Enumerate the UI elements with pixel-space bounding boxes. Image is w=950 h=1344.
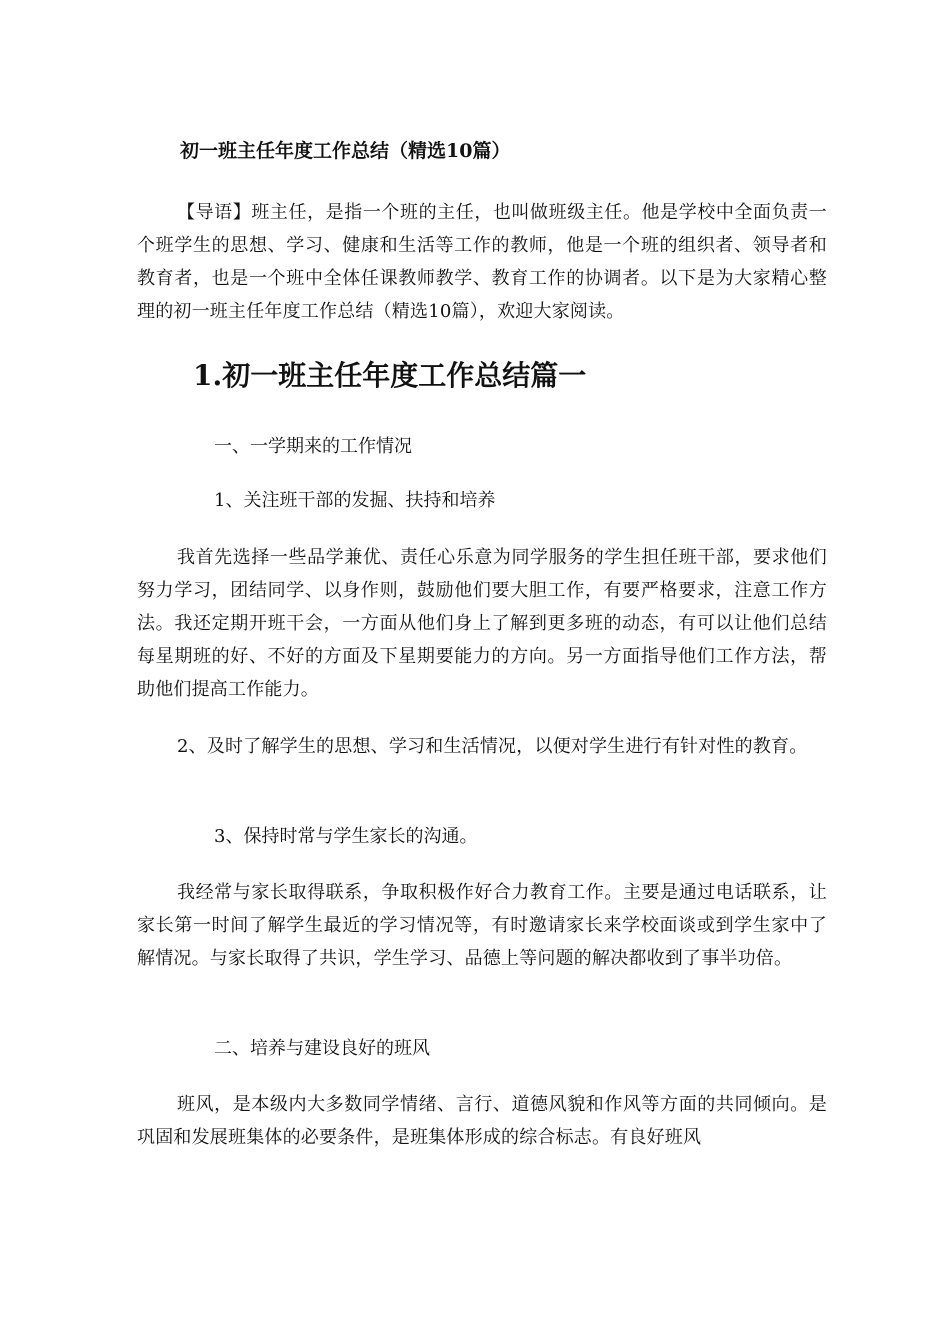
item1-paragraph: 我首先选择一些品学兼优、责任心乐意为同学服务的学生担任班干部，要求他们努力学习，团结同学、以身作则，鼓励他们要大胆工作，有要严格要求，注意工作方法。我还定期开班干会，一方面从他们身上了解到更多班的动态，有可以让他们总结每星期班的好、不好的方面及下星期要能力的方向。另一方面指导他们工作方法，帮助他们提高工作能力。 <box>137 547 827 700</box>
section-heading: 1.初一班主任年度工作总结篇一 <box>193 359 587 392</box>
intro-paragraph: 【导语】班主任，是指一个班的主任，也叫做班级主任。他是学校中全面负责一个班学生的思想、学习、健康和生活等工作的教师，他是一个班的组织者、领导者和教育者，也是一个班中全体任课教师教学、教育工作的协调者。以下是为大家精心整理的初一班主任年度工作总结（精选10篇），欢迎大家阅读。 <box>137 202 827 322</box>
part2-paragraph: 班风，是本级内大多数同学情绪、言行、道德风貌和作风等方面的共同倾向。是巩固和发展班集体的必要条件，是班集体形成的综合标志。有良好班风 <box>137 1094 827 1148</box>
item2-paragraph: 2、及时了解学生的思想、学习和生活情况，以便对学生进行有针对性的教育。 <box>177 736 808 757</box>
item3-title: 3、保持时常与学生家长的沟通。 <box>214 826 478 847</box>
document-title: 初一班主任年度工作总结（精选10篇） <box>180 140 511 162</box>
item1-title: 1、关注班干部的发掘、扶持和培养 <box>214 490 496 511</box>
part2-title: 二、培养与建设良好的班风 <box>214 1038 430 1059</box>
part1-title: 一、一学期来的工作情况 <box>214 436 412 457</box>
item3-paragraph: 我经常与家长取得联系，争取积极作好合力教育工作。主要是通过电话联系，让家长第一时间了解学生最近的学习情况等，有时邀请家长来学校面谈或到学生家中了解情况。与家长取得了共识，学生学习、品德上等问题的解决都收到了事半功倍。 <box>137 882 827 969</box>
